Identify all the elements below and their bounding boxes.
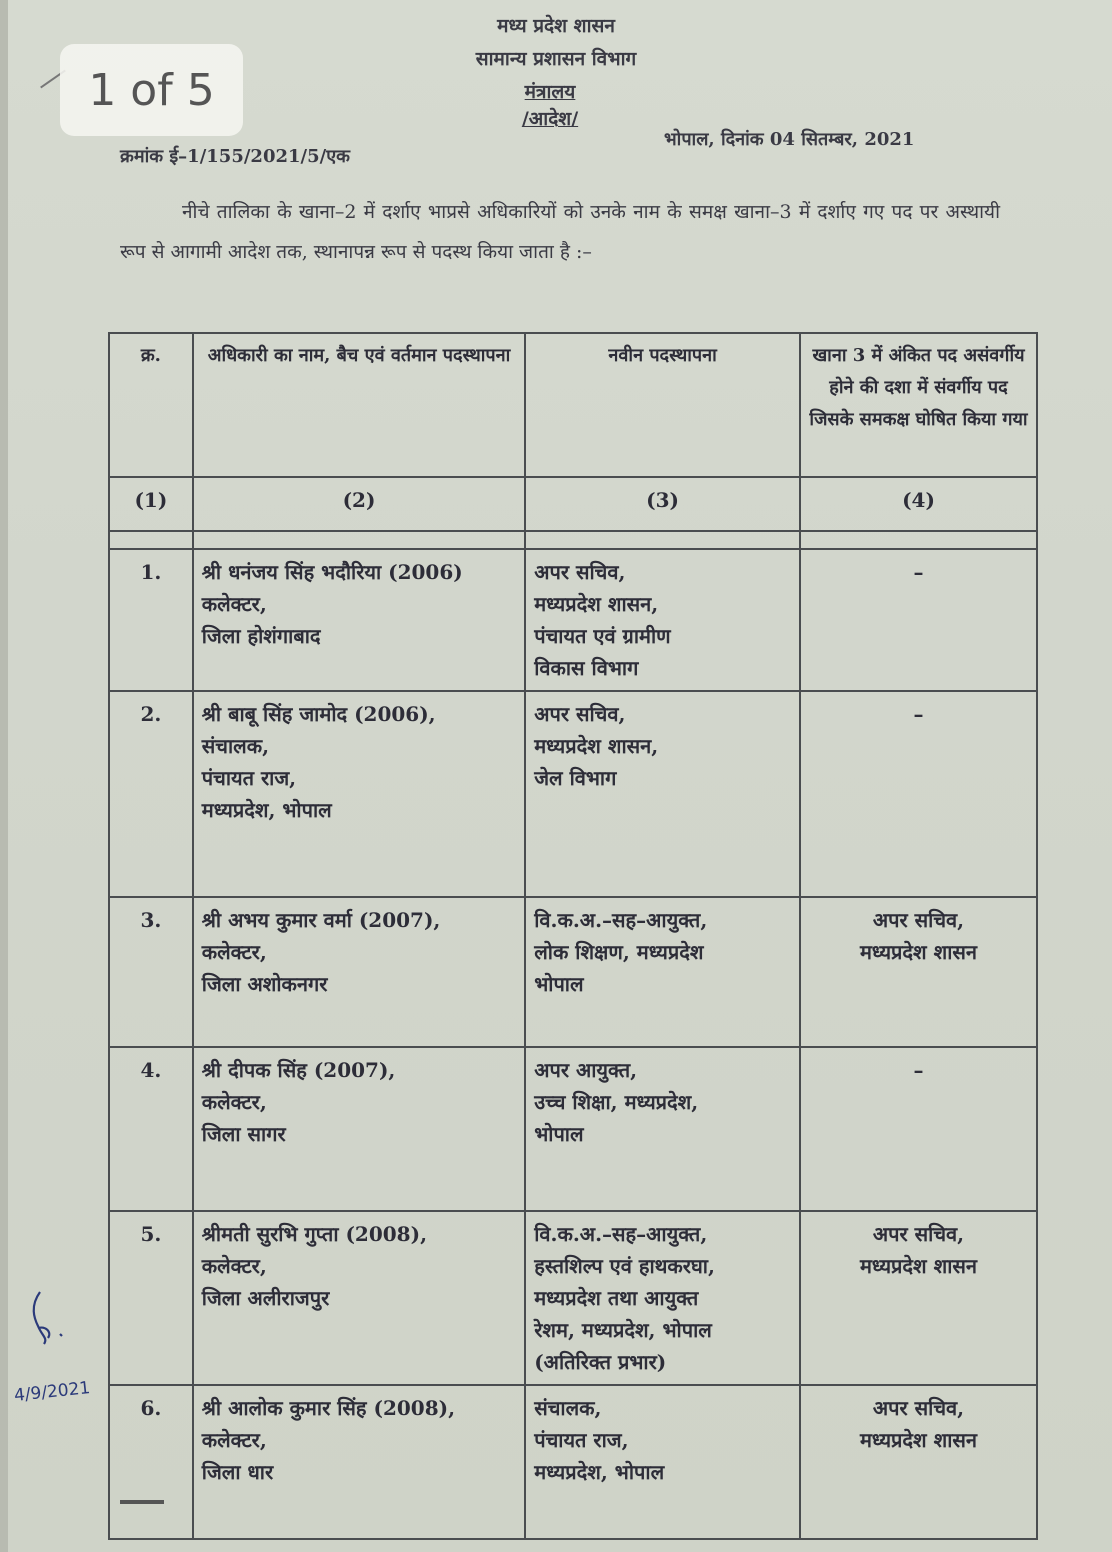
cell-line: जिला होशंगाबाद — [201, 624, 321, 648]
equivalent-cell — [800, 1047, 1037, 1211]
cell-line: वि.क.अ.–सह–आयुक्त, — [534, 1222, 708, 1246]
cell-line: श्रीमती सुरभि गुप्ता (2008), — [201, 1222, 428, 1246]
header-secretariat: मंत्रालय — [524, 81, 576, 103]
cell-line: 5. — [140, 1222, 162, 1246]
table-row — [109, 1211, 1037, 1385]
cell-line: हस्तशिल्प एवं हाथकरघा, — [534, 1254, 715, 1278]
cell-line: मध्यप्रदेश शासन, — [534, 592, 659, 616]
serial-cell — [109, 1385, 193, 1539]
equivalent-cell — [800, 897, 1037, 1047]
cell-line: 6. — [140, 1396, 162, 1420]
new-post-cell — [525, 1047, 800, 1211]
cell-line: रेशम, मध्यप्रदेश, भोपाल — [534, 1318, 712, 1342]
cell-line: जिला अलीराजपुर — [201, 1286, 330, 1310]
serial-cell — [109, 549, 193, 691]
column-number: (2) — [193, 477, 525, 531]
cell-line: मध्यप्रदेश, भोपाल — [201, 798, 332, 822]
cell-line: मध्यप्रदेश शासन — [859, 940, 978, 964]
serial-cell — [109, 691, 193, 897]
equivalent-cell — [800, 549, 1037, 691]
officer-cell — [193, 1047, 525, 1211]
place-date: भोपाल, दिनांक 04 सितम्बर, 2021 — [664, 129, 915, 150]
cell-line: श्री बाबू सिंह जामोद (2006), — [201, 702, 436, 726]
serial-cell — [109, 1047, 193, 1211]
cell-line: भोपाल — [534, 1122, 584, 1146]
cell-line: अपर सचिव, — [534, 560, 626, 584]
table-row — [109, 897, 1037, 1047]
cell-line: श्री आलोक कुमार सिंह (2008), — [201, 1396, 456, 1420]
cell-line: कलेक्टर, — [201, 1254, 267, 1278]
cell-line: कलेक्टर, — [201, 1428, 267, 1452]
new-post-cell — [525, 897, 800, 1047]
column-number: (3) — [525, 477, 800, 531]
header-department: सामान्य प्रशासन विभाग — [475, 48, 637, 70]
cell-line: पंचायत एवं ग्रामीण — [534, 624, 671, 648]
cell-line: कलेक्टर, — [201, 1090, 267, 1114]
cell-line: वि.क.अ.–सह–आयुक्त, — [534, 908, 708, 932]
header-new-post: नवीन पदस्थापना — [525, 333, 800, 477]
cell-line: मध्यप्रदेश शासन — [859, 1428, 978, 1452]
cell-line: भोपाल — [534, 972, 584, 996]
order-number: क्रमांक ई–1/155/2021/5/एक — [120, 146, 350, 167]
signature-date: 4/9/2021 — [13, 1378, 92, 1406]
table-row — [109, 691, 1037, 897]
cell-line: 3. — [140, 908, 162, 932]
cell-line: अपर सचिव, — [872, 1396, 965, 1420]
new-post-cell — [525, 691, 800, 897]
officer-cell — [193, 897, 525, 1047]
column-number: (1) — [109, 477, 193, 531]
cell-line: विकास विभाग — [534, 656, 639, 680]
header-serial: क्र. — [109, 333, 193, 477]
cell-line: मध्यप्रदेश शासन, — [534, 734, 659, 758]
table-spacer-row — [109, 531, 1037, 549]
cell-line: 2. — [140, 702, 162, 726]
column-number-row — [109, 477, 1037, 531]
serial-cell — [109, 897, 193, 1047]
page-counter-badge: 1 of 5 — [60, 44, 243, 136]
officer-cell — [193, 1385, 525, 1539]
equivalent-cell — [800, 1211, 1037, 1385]
cell-line: श्री दीपक सिंह (2007), — [201, 1058, 396, 1082]
cell-line: (अतिरिक्त प्रभार) — [534, 1350, 667, 1374]
column-number: (4) — [800, 477, 1037, 531]
cell-line: अपर सचिव, — [872, 1222, 965, 1246]
intro-paragraph: नीचे तालिका के खाना–2 में दर्शाए भाप्रसे अधिकारियों को उनके नाम के समक्ष खाना–3 में दर्शाए गए पद पर अस्थायी रूप से आगामी आदेश तक, स्थानापन्न रूप से पदस्थ किया जाता है :– — [120, 201, 1000, 263]
cell-line: श्री अभय कुमार वर्मा (2007), — [201, 908, 441, 932]
officer-cell — [193, 549, 525, 691]
cell-line: अपर आयुक्त, — [534, 1058, 638, 1082]
cell-line: – — [913, 702, 924, 726]
cell-line: पंचायत राज, — [201, 766, 297, 790]
cell-line: 4. — [140, 1058, 162, 1082]
table-row — [109, 549, 1037, 691]
table-row — [109, 1047, 1037, 1211]
cell-line: कलेक्टर, — [201, 592, 267, 616]
cell-line: श्री धनंजय सिंह भदौरिया (2006) — [201, 560, 463, 584]
cell-line: मध्यप्रदेश तथा आयुक्त — [534, 1286, 699, 1310]
cell-line: पंचायत राज, — [534, 1428, 629, 1452]
cell-line: मध्यप्रदेश, भोपाल — [534, 1460, 665, 1484]
table-header-row — [109, 333, 1037, 477]
header-equivalent: खाना 3 में अंकित पद असंवर्गीय होने की दशा में संवर्गीय पद जिसके समकक्ष घोषित किया गया — [800, 333, 1037, 477]
footer-mark — [120, 1500, 164, 1504]
equivalent-cell — [800, 691, 1037, 897]
table-row — [109, 1385, 1037, 1539]
cell-line: जिला सागर — [201, 1122, 286, 1146]
cell-line: अपर सचिव, — [534, 702, 626, 726]
new-post-cell — [525, 1385, 800, 1539]
officer-cell — [193, 1211, 525, 1385]
cell-line: संचालक, — [201, 734, 270, 758]
officer-cell — [193, 691, 525, 897]
cell-line: जेल विभाग — [534, 766, 617, 790]
cell-line: जिला अशोकनगर — [201, 972, 328, 996]
postings-rows — [109, 549, 1037, 1539]
header-government: मध्य प्रदेश शासन — [497, 15, 615, 37]
cell-line: अपर सचिव, — [872, 908, 965, 932]
header-officer: अधिकारी का नाम, बैच एवं वर्तमान पदस्थापना — [193, 333, 525, 477]
postings-table — [108, 332, 1038, 1540]
serial-cell — [109, 1211, 193, 1385]
cell-line: लोक शिक्षण, मध्यप्रदेश — [534, 940, 704, 964]
header-order: /आदेश/ — [521, 108, 579, 130]
cell-line: – — [913, 560, 924, 584]
cell-line: संचालक, — [534, 1396, 602, 1420]
new-post-cell — [525, 549, 800, 691]
cell-line: जिला धार — [201, 1460, 274, 1484]
cell-line: उच्च शिक्षा, मध्यप्रदेश, — [534, 1090, 699, 1114]
cell-line: कलेक्टर, — [201, 940, 267, 964]
signature-initial — [26, 1288, 76, 1348]
cell-line: 1. — [140, 560, 162, 584]
cell-line: मध्यप्रदेश शासन — [859, 1254, 978, 1278]
cell-line: – — [913, 1058, 924, 1082]
equivalent-cell — [800, 1385, 1037, 1539]
new-post-cell — [525, 1211, 800, 1385]
